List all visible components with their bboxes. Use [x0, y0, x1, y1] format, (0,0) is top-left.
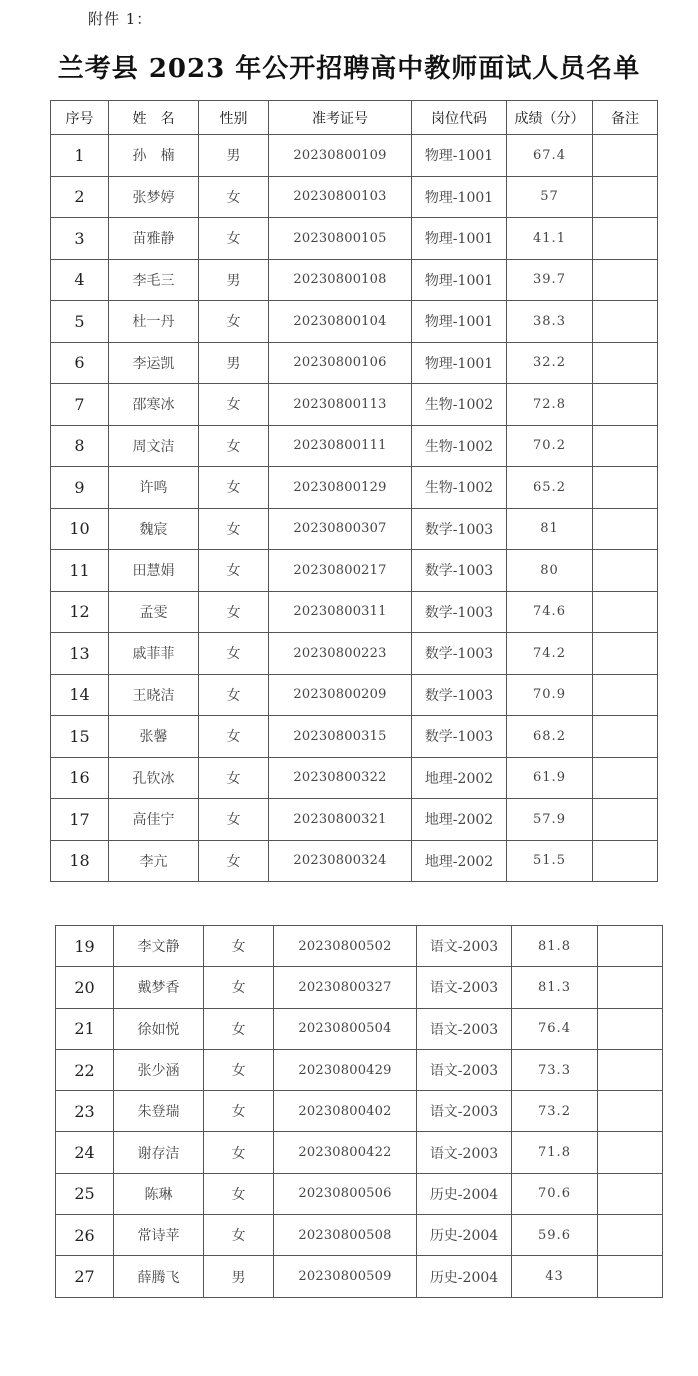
table-row: [56, 1173, 663, 1214]
cell-name: 张梦婷: [109, 176, 199, 218]
cell-position: 语文-2003: [417, 1132, 512, 1173]
table-row: [51, 384, 658, 426]
cell-no: 22: [56, 1049, 114, 1090]
table-row: [51, 674, 658, 716]
cell-exam-id: 20230800502: [274, 926, 417, 967]
cell-exam-id: 20230800311: [269, 591, 412, 633]
table-row: [51, 425, 658, 467]
cell-gender: 女: [199, 550, 269, 592]
cell-exam-id: 20230800104: [269, 301, 412, 343]
cell-no: 11: [51, 550, 109, 592]
cell-remark: [598, 1256, 663, 1297]
cell-gender: 女: [199, 508, 269, 550]
cell-score: 51.5: [507, 840, 593, 882]
cell-gender: 男: [204, 1256, 274, 1297]
cell-name: 魏宸: [109, 508, 199, 550]
cell-position: 语文-2003: [417, 926, 512, 967]
cell-remark: [598, 926, 663, 967]
table-row: [51, 301, 658, 343]
cell-exam-id: 20230800109: [269, 135, 412, 177]
header-score: 成绩（分）: [507, 101, 593, 135]
cell-position: 历史-2004: [417, 1173, 512, 1214]
cell-remark: [598, 1008, 663, 1049]
table-row: [51, 716, 658, 758]
cell-remark: [593, 550, 658, 592]
cell-score: 68.2: [507, 716, 593, 758]
cell-exam-id: 20230800322: [269, 757, 412, 799]
cell-name: 谢存洁: [114, 1132, 204, 1173]
table-row: [56, 1049, 663, 1090]
cell-score: 73.2: [512, 1091, 598, 1132]
cell-exam-id: 20230800223: [269, 633, 412, 675]
table-row: [51, 840, 658, 882]
cell-gender: 男: [199, 135, 269, 177]
cell-no: 17: [51, 799, 109, 841]
cell-remark: [598, 1215, 663, 1256]
cell-no: 8: [51, 425, 109, 467]
table-row: [51, 633, 658, 675]
cell-position: 历史-2004: [417, 1256, 512, 1297]
cell-name: 周文洁: [109, 425, 199, 467]
cell-gender: 女: [199, 218, 269, 260]
cell-score: 41.1: [507, 218, 593, 260]
header-position: 岗位代码: [412, 101, 507, 135]
cell-name: 苗雅静: [109, 218, 199, 260]
cell-gender: 女: [204, 1049, 274, 1090]
cell-position: 地理-2002: [412, 840, 507, 882]
cell-name: 戴梦香: [114, 967, 204, 1008]
cell-no: 18: [51, 840, 109, 882]
header-gender: 性别: [199, 101, 269, 135]
cell-position: 物理-1001: [412, 135, 507, 177]
cell-no: 20: [56, 967, 114, 1008]
cell-name: 戚菲菲: [109, 633, 199, 675]
cell-exam-id: 20230800506: [274, 1173, 417, 1214]
cell-score: 61.9: [507, 757, 593, 799]
cell-name: 田慧娟: [109, 550, 199, 592]
cell-remark: [593, 633, 658, 675]
cell-score: 43: [512, 1256, 598, 1297]
cell-gender: 女: [199, 425, 269, 467]
cell-remark: [593, 716, 658, 758]
cell-no: 9: [51, 467, 109, 509]
cell-score: 70.6: [512, 1173, 598, 1214]
cell-exam-id: 20230800129: [269, 467, 412, 509]
cell-exam-id: 20230800307: [269, 508, 412, 550]
cell-remark: [593, 425, 658, 467]
cell-gender: 男: [199, 259, 269, 301]
cell-gender: 女: [199, 674, 269, 716]
cell-exam-id: 20230800422: [274, 1132, 417, 1173]
cell-exam-id: 20230800209: [269, 674, 412, 716]
cell-position: 数学-1003: [412, 716, 507, 758]
cell-gender: 女: [199, 301, 269, 343]
table-row: [51, 550, 658, 592]
cell-no: 14: [51, 674, 109, 716]
cell-score: 59.6: [512, 1215, 598, 1256]
table-row: [51, 135, 658, 177]
cell-position: 历史-2004: [417, 1215, 512, 1256]
cell-gender: 女: [199, 176, 269, 218]
cell-position: 数学-1003: [412, 508, 507, 550]
cell-remark: [593, 342, 658, 384]
cell-remark: [593, 674, 658, 716]
cell-gender: 女: [204, 967, 274, 1008]
cell-gender: 女: [199, 384, 269, 426]
cell-score: 57: [507, 176, 593, 218]
cell-remark: [598, 1173, 663, 1214]
cell-remark: [593, 301, 658, 343]
table-row: [56, 1091, 663, 1132]
cell-exam-id: 20230800105: [269, 218, 412, 260]
cell-score: 65.2: [507, 467, 593, 509]
cell-no: 24: [56, 1132, 114, 1173]
table-row: [51, 799, 658, 841]
cell-name: 孙 楠: [109, 135, 199, 177]
cell-no: 1: [51, 135, 109, 177]
cell-remark: [593, 591, 658, 633]
table-row: [56, 1008, 663, 1049]
cell-remark: [593, 799, 658, 841]
cell-score: 81.3: [512, 967, 598, 1008]
cell-remark: [598, 967, 663, 1008]
cell-gender: 女: [199, 591, 269, 633]
cell-gender: 女: [199, 757, 269, 799]
cell-no: 4: [51, 259, 109, 301]
cell-exam-id: 20230800106: [269, 342, 412, 384]
cell-position: 物理-1001: [412, 176, 507, 218]
cell-score: 80: [507, 550, 593, 592]
cell-gender: 女: [199, 799, 269, 841]
header-no: 序号: [51, 101, 109, 135]
cell-position: 数学-1003: [412, 633, 507, 675]
cell-gender: 女: [204, 1132, 274, 1173]
table-row: [56, 1132, 663, 1173]
interview-list-table-1: [50, 100, 658, 882]
cell-gender: 女: [204, 1008, 274, 1049]
cell-no: 27: [56, 1256, 114, 1297]
cell-position: 语文-2003: [417, 1008, 512, 1049]
table-header-row: [51, 101, 658, 135]
cell-name: 朱登瑞: [114, 1091, 204, 1132]
cell-name: 孟雯: [109, 591, 199, 633]
cell-position: 生物-1002: [412, 425, 507, 467]
cell-remark: [593, 259, 658, 301]
table-row: [56, 1256, 663, 1297]
cell-position: 数学-1003: [412, 674, 507, 716]
cell-position: 语文-2003: [417, 1049, 512, 1090]
cell-no: 16: [51, 757, 109, 799]
header-remark: 备注: [593, 101, 658, 135]
cell-no: 19: [56, 926, 114, 967]
cell-name: 王晓洁: [109, 674, 199, 716]
table-row: [51, 467, 658, 509]
cell-exam-id: 20230800402: [274, 1091, 417, 1132]
cell-remark: [593, 176, 658, 218]
cell-name: 张少涵: [114, 1049, 204, 1090]
cell-score: 72.8: [507, 384, 593, 426]
cell-score: 70.9: [507, 674, 593, 716]
cell-gender: 女: [199, 467, 269, 509]
cell-gender: 女: [199, 633, 269, 675]
cell-no: 12: [51, 591, 109, 633]
cell-gender: 男: [199, 342, 269, 384]
table-row: [51, 218, 658, 260]
cell-remark: [593, 757, 658, 799]
cell-position: 物理-1001: [412, 259, 507, 301]
cell-score: 57.9: [507, 799, 593, 841]
table-row: [51, 259, 658, 301]
cell-exam-id: 20230800324: [269, 840, 412, 882]
cell-exam-id: 20230800509: [274, 1256, 417, 1297]
cell-name: 李亢: [109, 840, 199, 882]
cell-exam-id: 20230800111: [269, 425, 412, 467]
cell-name: 邵寒冰: [109, 384, 199, 426]
cell-no: 3: [51, 218, 109, 260]
cell-position: 地理-2002: [412, 757, 507, 799]
cell-name: 孔钦冰: [109, 757, 199, 799]
cell-gender: 女: [204, 926, 274, 967]
table-row: [56, 1215, 663, 1256]
cell-position: 生物-1002: [412, 467, 507, 509]
cell-no: 10: [51, 508, 109, 550]
cell-gender: 女: [204, 1215, 274, 1256]
cell-exam-id: 20230800217: [269, 550, 412, 592]
page-title: 兰考县 2023 年公开招聘高中教师面试人员名单: [57, 54, 641, 84]
cell-remark: [598, 1132, 663, 1173]
cell-no: 23: [56, 1091, 114, 1132]
cell-position: 物理-1001: [412, 218, 507, 260]
cell-name: 张馨: [109, 716, 199, 758]
cell-position: 物理-1001: [412, 301, 507, 343]
table-row: [51, 176, 658, 218]
cell-gender: 女: [204, 1091, 274, 1132]
cell-no: 21: [56, 1008, 114, 1049]
cell-remark: [593, 508, 658, 550]
cell-position: 数学-1003: [412, 591, 507, 633]
table-row: [51, 342, 658, 384]
cell-name: 陈琳: [114, 1173, 204, 1214]
cell-score: 67.4: [507, 135, 593, 177]
cell-no: 7: [51, 384, 109, 426]
header-name: 姓 名: [109, 101, 199, 135]
cell-name: 李毛三: [109, 259, 199, 301]
cell-score: 70.2: [507, 425, 593, 467]
cell-remark: [598, 1091, 663, 1132]
cell-name: 薛腾飞: [114, 1256, 204, 1297]
cell-no: 6: [51, 342, 109, 384]
table-row: [51, 591, 658, 633]
cell-position: 物理-1001: [412, 342, 507, 384]
cell-gender: 女: [199, 716, 269, 758]
cell-score: 81: [507, 508, 593, 550]
interview-list-table-2: [55, 925, 663, 1298]
table-row: [56, 926, 663, 967]
cell-no: 2: [51, 176, 109, 218]
cell-exam-id: 20230800315: [269, 716, 412, 758]
cell-name: 高佳宁: [109, 799, 199, 841]
cell-score: 38.3: [507, 301, 593, 343]
cell-name: 许鸣: [109, 467, 199, 509]
cell-name: 李运凯: [109, 342, 199, 384]
table-row: [51, 508, 658, 550]
cell-score: 81.8: [512, 926, 598, 967]
cell-name: 徐如悦: [114, 1008, 204, 1049]
cell-remark: [593, 467, 658, 509]
cell-name: 杜一丹: [109, 301, 199, 343]
cell-position: 地理-2002: [412, 799, 507, 841]
cell-name: 常诗苹: [114, 1215, 204, 1256]
header-exam-id: 准考证号: [269, 101, 412, 135]
cell-score: 76.4: [512, 1008, 598, 1049]
cell-score: 74.6: [507, 591, 593, 633]
cell-exam-id: 20230800321: [269, 799, 412, 841]
cell-score: 71.8: [512, 1132, 598, 1173]
cell-no: 15: [51, 716, 109, 758]
cell-no: 5: [51, 301, 109, 343]
cell-remark: [593, 135, 658, 177]
cell-position: 数学-1003: [412, 550, 507, 592]
cell-remark: [593, 840, 658, 882]
cell-no: 13: [51, 633, 109, 675]
cell-position: 生物-1002: [412, 384, 507, 426]
cell-no: 25: [56, 1173, 114, 1214]
cell-score: 32.2: [507, 342, 593, 384]
cell-exam-id: 20230800327: [274, 967, 417, 1008]
cell-position: 语文-2003: [417, 1091, 512, 1132]
cell-exam-id: 20230800429: [274, 1049, 417, 1090]
cell-no: 26: [56, 1215, 114, 1256]
cell-position: 语文-2003: [417, 967, 512, 1008]
table-row: [51, 757, 658, 799]
cell-score: 73.3: [512, 1049, 598, 1090]
cell-remark: [593, 218, 658, 260]
cell-exam-id: 20230800108: [269, 259, 412, 301]
cell-score: 39.7: [507, 259, 593, 301]
attachment-label: 附件 1：: [88, 10, 153, 28]
table-row: [56, 967, 663, 1008]
cell-exam-id: 20230800113: [269, 384, 412, 426]
cell-gender: 女: [199, 840, 269, 882]
cell-exam-id: 20230800504: [274, 1008, 417, 1049]
cell-exam-id: 20230800508: [274, 1215, 417, 1256]
cell-name: 李文静: [114, 926, 204, 967]
cell-remark: [598, 1049, 663, 1090]
cell-gender: 女: [204, 1173, 274, 1214]
cell-remark: [593, 384, 658, 426]
cell-score: 74.2: [507, 633, 593, 675]
cell-exam-id: 20230800103: [269, 176, 412, 218]
